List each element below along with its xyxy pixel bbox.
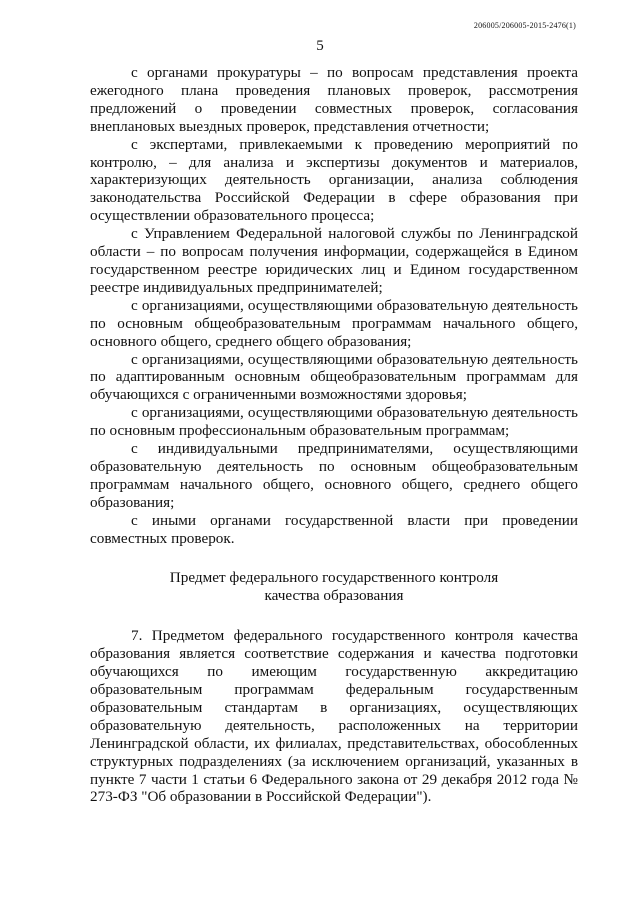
section-heading	[90, 569, 578, 605]
paragraph-adapted-programs-orgs: с организациями, осуществляющими образовательную деятельность по адаптированным основным общеобразовательным программам для обучающихся с ограниченными возможностями здоровья;	[90, 350, 578, 404]
paragraph-tax-service: с Управлением Федеральной налоговой службы по Ленинградской области – по вопросам получения информации, содержащейся в Едином государственном реестре юридических лиц и Едином государственном реестре индивидуальных предпринимателей;	[90, 225, 578, 296]
document-number: 206005/206005-2015-2476(1)	[473, 21, 576, 30]
paragraph-individual-entrepreneurs: с индивидуальными предпринимателями, осуществляющими образовательную деятельность по основным общеобразовательным программам начального общего, основного общего, среднего общего образования;	[90, 440, 578, 511]
page-number: 5	[316, 38, 324, 54]
section-heading-line-1: Предмет федерального государственного контроля	[169, 569, 499, 587]
section-heading-line-2: качества образования	[264, 587, 404, 605]
paragraph-other-authorities: с иными органами государственной власти при проведении совместных проверок.	[90, 511, 578, 547]
paragraph-general-education-orgs: с организациями, осуществляющими образовательную деятельность по основным общеобразовательным программам начального общего, основного общего, среднего общего образования;	[90, 296, 578, 350]
paragraph-7: 7. Предметом федерального государственного контроля качества образования является соответствие содержания и качества подготовки обучающихся по имеющим государственную аккредитацию образовательным программам федеральным государственным образовательным стандартам в организациях, осуществляющих образовательную деятельность, расположенных на территории Ленинградской области, их филиалах, представительствах, обособленных структурных подразделениях (за исключением организаций, указанных в пункте 7 части 1 статьи 6 Федерального закона от 29 декабря 2012 года № 273-ФЗ "Об образовании в Российской Федерации").	[90, 627, 578, 806]
paragraph-prosecutors: с органами прокуратуры – по вопросам представления проекта ежегодного плана проведения плановых проверок, рассмотрения предложений о проведении совместных проверок, согласования внеплановых выездных проверок, представления отчетности;	[90, 64, 578, 135]
document-body	[90, 64, 578, 806]
paragraph-professional-programs-orgs: с организациями, осуществляющими образовательную деятельность по основным профессиональным образовательным программам;	[90, 404, 578, 440]
paragraph-experts: с экспертами, привлекаемыми к проведению мероприятий по контролю, – для анализа и экспертизы документов и материалов, характеризующих деятельность организации, анализа соблюдения законодательства Российской Федерации в сфере образования при осуществлении образовательного процесса;	[90, 135, 578, 225]
